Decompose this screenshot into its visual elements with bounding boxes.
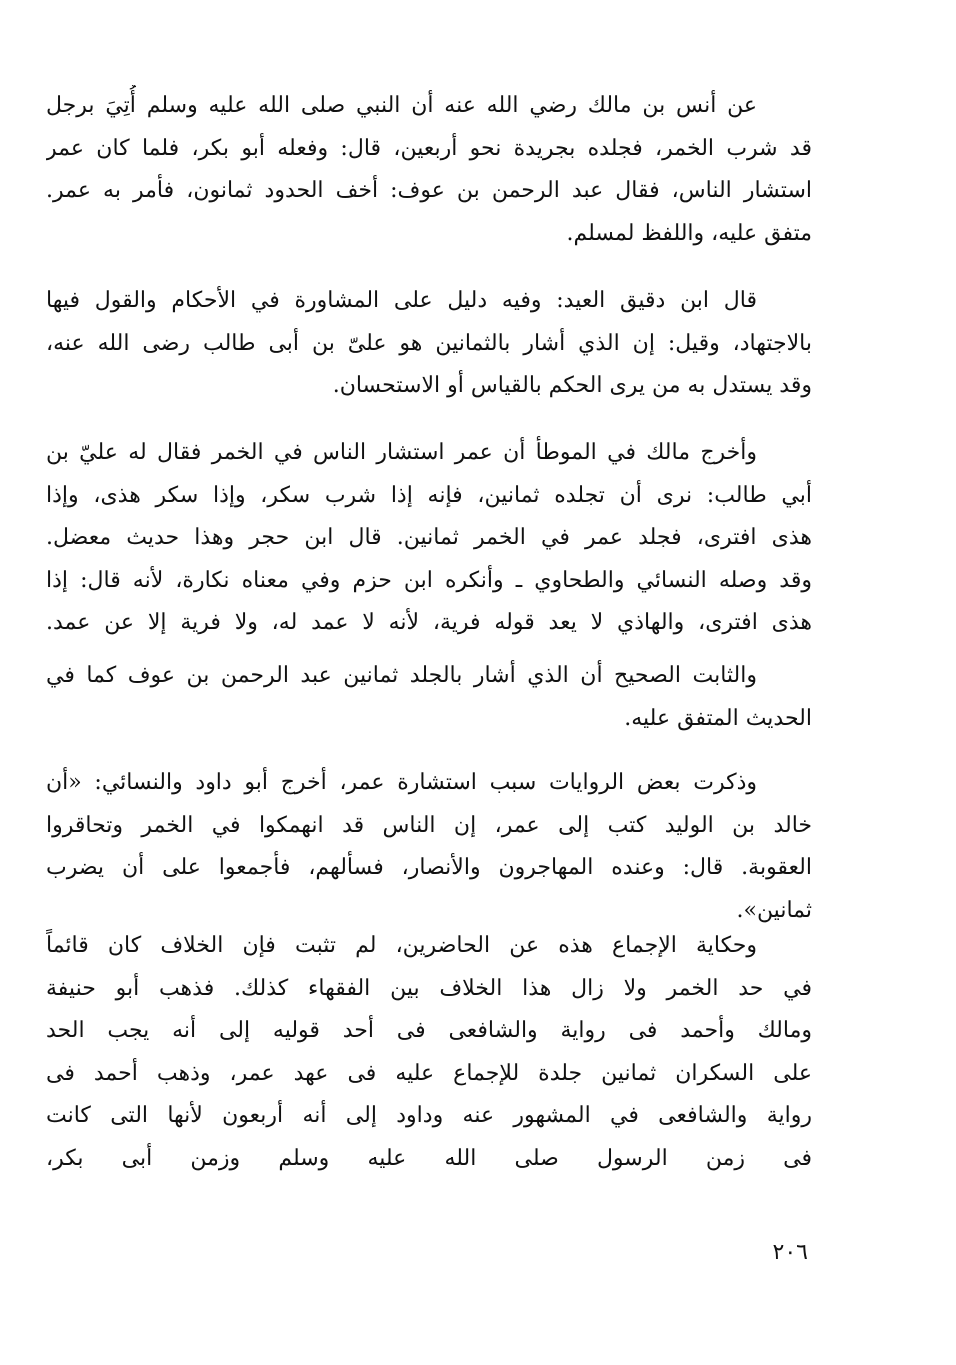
- text-line: قال ابن دقيق العيد: وفيه دليل على المشاورة في الأحكام والقول فيها: [46, 288, 757, 313]
- text-line: استشار الناس، فقال عبد الرحمن بن عوف: أخف الحدود ثمانون، فأمر به عمر.: [46, 178, 812, 204]
- text-line: وذكرت بعض الروايات سبب استشارة عمر، أخرج أبو داود والنسائي: «أن: [46, 770, 757, 795]
- text-line: ثمانين».: [736, 897, 812, 923]
- page-number: ٢٠٦: [772, 1240, 808, 1265]
- text-line: هذى افترى، والهاذي لا يعد قوله فرية، لأنه لا عمد له، ولا فرية إلا عن عمد.: [46, 610, 812, 636]
- text-line: عن أنس بن مالك رضي الله عنه أن النبي صلى الله عليه وسلم أُتِيَ برجل: [46, 93, 757, 118]
- text-line: بالاجتهاد، وقيل: إن الذي أشار بالثمانين هو علىّ بن أبى طالب رضى الله عنه،: [46, 330, 812, 356]
- paragraph-3: [46, 432, 812, 645]
- text-line: على السكران ثمانين جلدة للإجماع عليه فى عهد عمر، وذهب أحمد فى: [46, 1060, 812, 1086]
- text-line: ومالك وأحمد فى رواية والشافعى فى أحد قوليه إلى أنه يجب الحد: [46, 1018, 812, 1044]
- text-line: العقوبة. قال: وعنده المهاجرون والأنصار، فسألهم، فأجمعوا على أن يضرب: [46, 855, 812, 881]
- text-line: وقد يستدل به من يرى الحكم بالقياس أو الاستحسان.: [332, 373, 812, 399]
- paragraph-2: [46, 280, 812, 408]
- text-line: قد شرب الخمر، فجلده بجريدة نحو أربعين، قال: وفعله أبو بكر، فلما كان عمر: [46, 135, 812, 161]
- paragraph-5: [46, 762, 812, 932]
- text-line: متفق عليه، واللفظ لمسلم.: [566, 220, 812, 246]
- text-line: والثابت الصحيح أن الذي أشار بالجلد ثمانين عبد الرحمن بن عوف كما في: [46, 663, 757, 688]
- paragraph-1: [46, 85, 812, 255]
- text-line: أبي طالب: نرى أن تجلده ثمانين، فإنه إذا شرب سكر، وإذا سكر هذى، وإذا: [46, 482, 812, 508]
- text-line: في حد الخمر ولا زال هذا الخلاف بين الفقهاء كذلك. فذهب أبو حنيفة: [46, 975, 812, 1001]
- text-line: رواية والشافعى في المشهور عنه وداود إلى أنه أربعون لأنها التى كانت: [46, 1103, 812, 1129]
- text-line: الحديث المتفق عليه.: [624, 705, 812, 731]
- text-line: وقد وصله النسائي والطحاوي ـ وأنكره ابن حزم وفي معناه نكارة، لأنه قال: إذا: [46, 567, 812, 593]
- text-line: فى زمن الرسول صلى الله عليه وسلم وزمن أبى بكر،: [46, 1145, 812, 1171]
- text-line: خالد بن الوليد كتب إلى عمر، إن الناس قد انهمكوا في الخمر وتحاقروا: [46, 812, 812, 838]
- paragraph-4: [46, 655, 812, 740]
- text-line: وأخرج مالك في الموطأ أن عمر استشار الناس في الخمر فقال له عليّ بن: [46, 440, 757, 465]
- text-line: وحكاية الإجماع هذه عن الحاضرين، لم تثبت فإن الخلاف كان قائماً: [46, 933, 757, 958]
- text-line: هذى افترى، فجلد عمر في الخمر ثمانين. قال ابن حجر وهذا حديث معضل.: [46, 525, 812, 551]
- paragraph-6: [46, 925, 812, 1181]
